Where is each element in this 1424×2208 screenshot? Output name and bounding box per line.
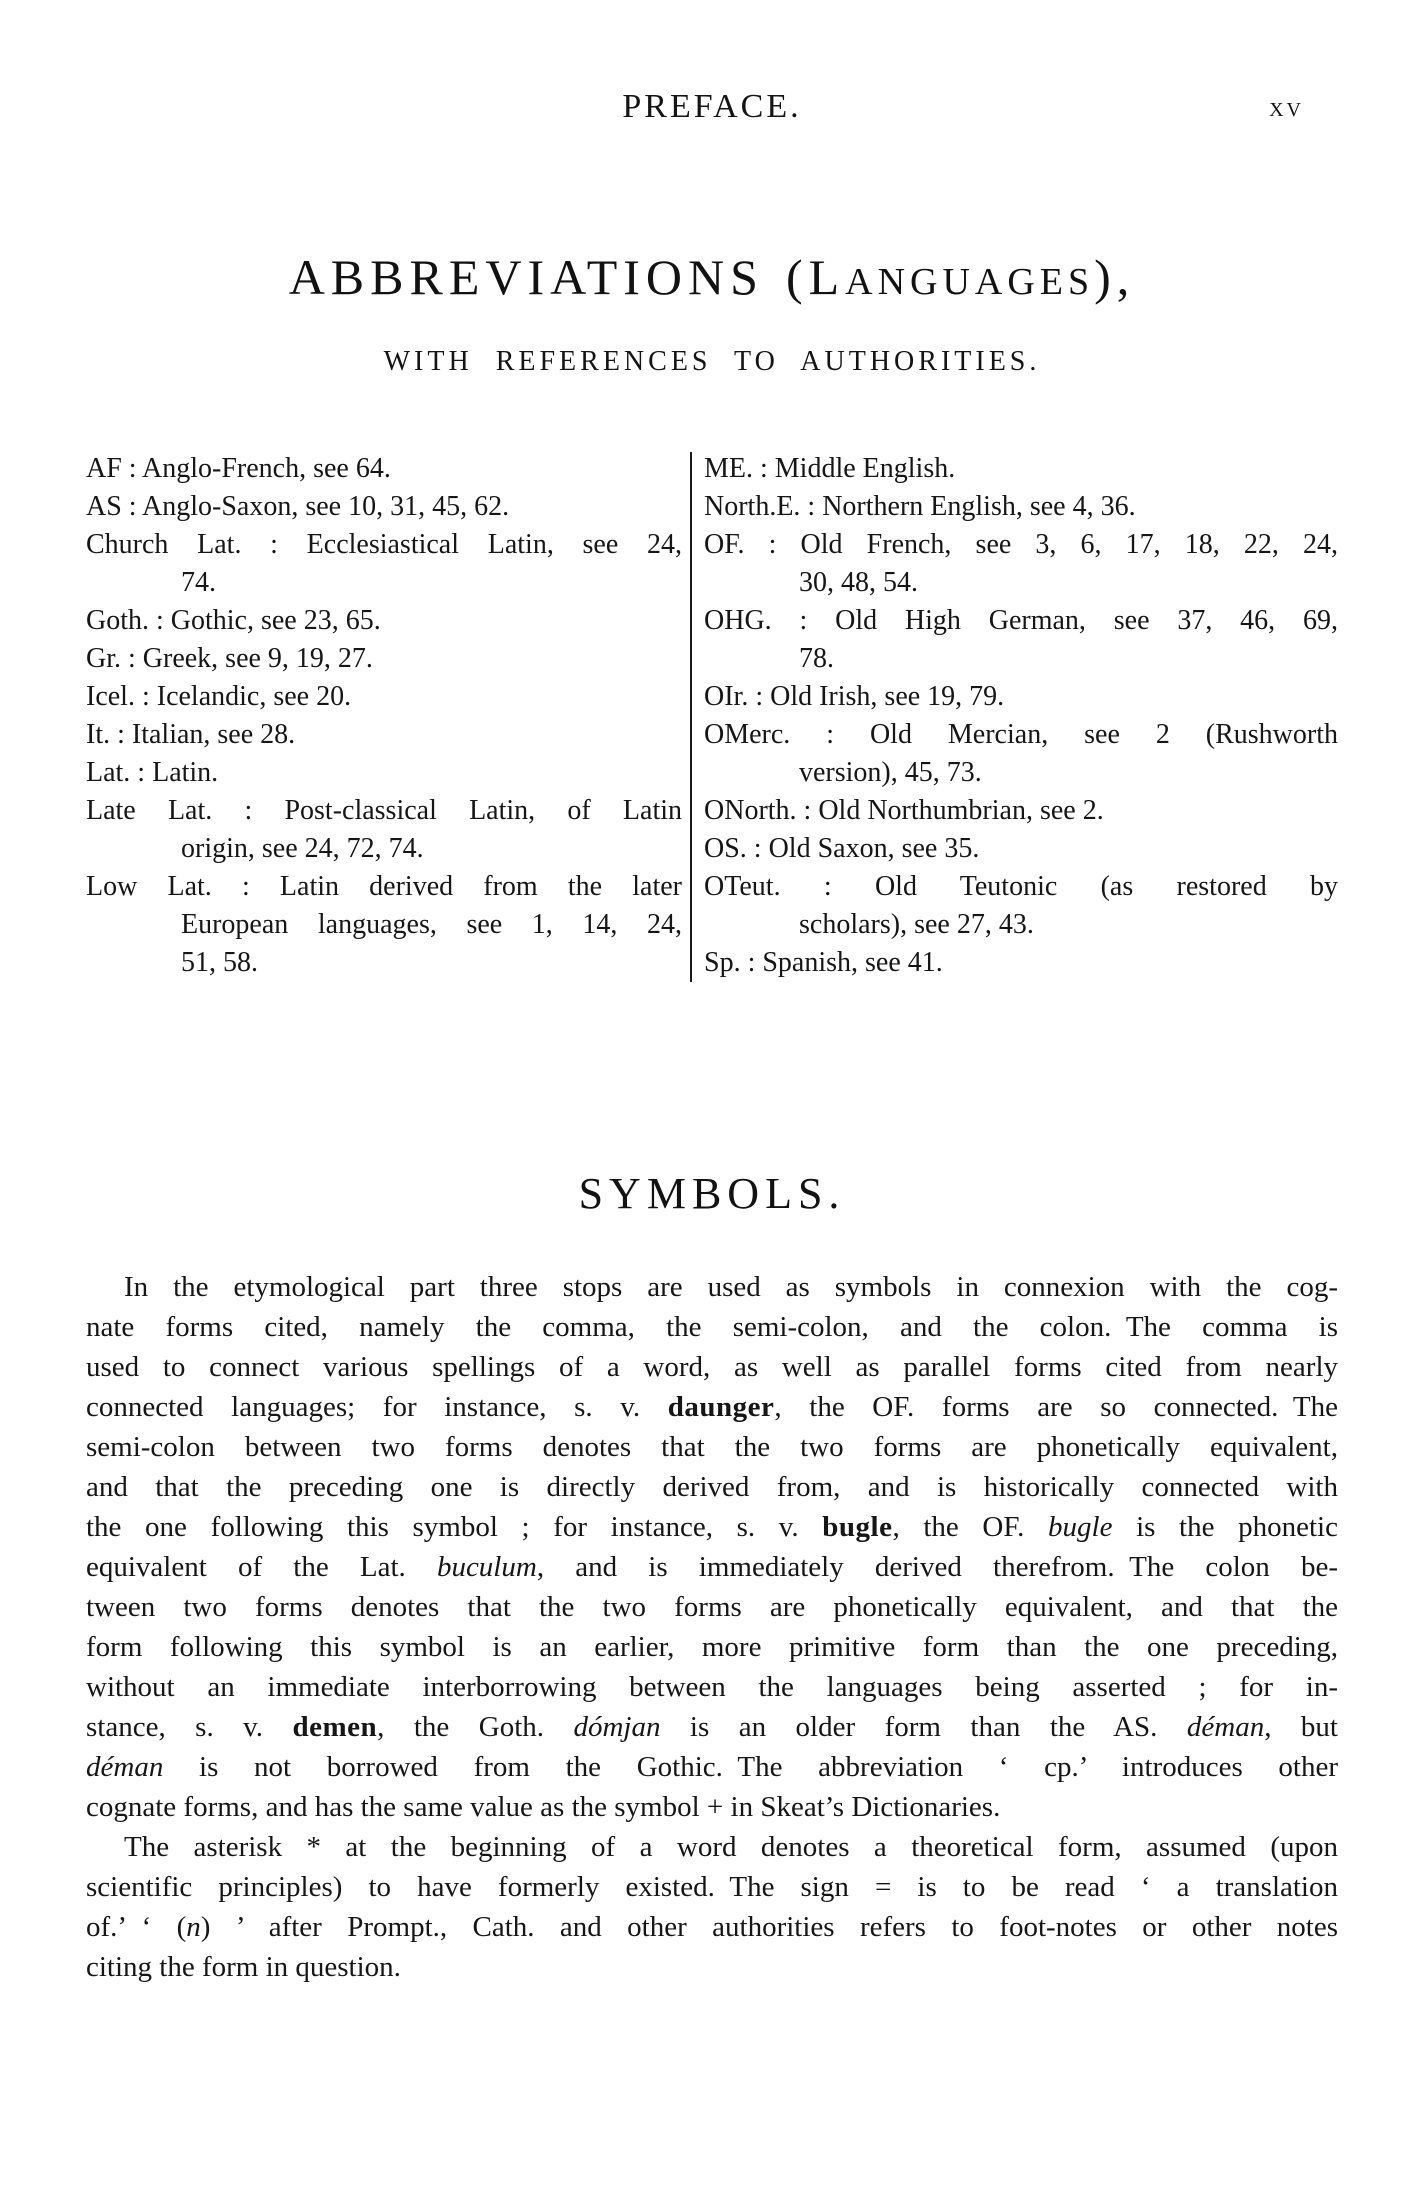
abbreviation-entry: [704, 488, 1338, 526]
symbols-text-line: [86, 1267, 1338, 1307]
abbreviation-entry: [86, 640, 682, 678]
text-segment: tween two forms denotes that the two forms are phonetically equivalent, and that the: [86, 1591, 1338, 1623]
symbols-text-line: [86, 1307, 1338, 1347]
text-segment: cognate forms, and has the same value as the symbol + in Skeat’s Dictionaries.: [86, 1791, 1001, 1823]
text-segment: The asterisk * at the beginning of a word denotes a theoretical form, assumed (upon: [124, 1831, 1338, 1863]
abbreviation-line: Low Lat. : Latin derived from the later: [86, 871, 682, 902]
abbreviation-entry: [86, 450, 682, 488]
abbreviations-list: [86, 450, 1338, 982]
heading-languages-smallcaps: ANGUAGES: [845, 261, 1095, 303]
text-segment: , the Goth.: [377, 1711, 574, 1743]
text-segment: stance, s. v.: [86, 1711, 293, 1743]
abbreviation-entry: [704, 602, 1338, 678]
abbreviation-line: Gr. : Greek, see 9, 19, 27.: [86, 643, 373, 674]
abbreviation-line: OTeut. : Old Teutonic (as restored by: [704, 871, 1338, 902]
italic-term: déman: [86, 1751, 164, 1783]
abbreviation-line: Icel. : Icelandic, see 20.: [86, 681, 352, 712]
text-segment: is the phonetic: [1112, 1511, 1338, 1543]
abbreviation-line: Late Lat. : Post-classical Latin, of Latin: [86, 795, 682, 826]
abbreviation-line: Lat. : Latin.: [86, 757, 219, 788]
abbreviation-entry: [86, 488, 682, 526]
abbreviation-line: North.E. : Northern English, see 4, 36.: [704, 491, 1136, 522]
abbreviation-entry: [86, 716, 682, 754]
abbreviation-entry: [86, 602, 682, 640]
abbreviation-entry: [86, 754, 682, 792]
abbreviation-line: scholars), see 27, 43.: [799, 909, 1034, 940]
symbols-text-line: [86, 1907, 1338, 1947]
symbols-text-line: [86, 1747, 1338, 1787]
abbreviations-left-column: [86, 450, 682, 982]
abbreviation-line: OF. : Old French, see 3, 6, 17, 18, 22, 24,: [704, 529, 1338, 560]
italic-term: n: [186, 1911, 201, 1943]
bold-term: demen: [292, 1711, 378, 1743]
symbols-text-line: [86, 1347, 1338, 1387]
text-segment: form following this symbol is an earlier, more primitive form than the one preceding,: [86, 1631, 1338, 1663]
abbreviation-line: Church Lat. : Ecclesiastical Latin, see 24,: [86, 529, 682, 560]
text-segment: ) ’ after Prompt., Cath. and other authorities refers to foot-notes or other notes: [200, 1911, 1339, 1943]
symbols-text-line: [86, 1827, 1338, 1867]
symbols-text-line: [86, 1867, 1338, 1907]
text-segment: used to connect various spellings of a word, as well as parallel forms cited from nearly: [86, 1351, 1338, 1383]
abbreviation-line: 30, 48, 54.: [799, 567, 918, 598]
symbols-text-block: [86, 1267, 1338, 1987]
abbreviation-line: origin, see 24, 72, 74.: [181, 833, 424, 864]
abbreviation-entry: [86, 792, 682, 868]
running-head: [86, 88, 1338, 124]
text-segment: connected languages; for instance, s. v.: [86, 1391, 668, 1423]
symbols-text-line: [86, 1467, 1338, 1507]
text-segment: the one following this symbol ; for instance, s. v.: [86, 1511, 823, 1543]
abbreviation-entry: [704, 792, 1338, 830]
text-segment: , but: [1264, 1711, 1338, 1743]
heading-main-word: ABBREVIATIONS: [288, 249, 764, 305]
abbreviation-line: AF : Anglo-French, see 64.: [86, 453, 391, 484]
abbreviation-line: 51, 58.: [181, 947, 258, 978]
abbreviation-entry: [704, 830, 1338, 868]
italic-term: bugle: [1048, 1511, 1113, 1543]
abbreviation-entry: [704, 526, 1338, 602]
symbols-text-line: [86, 1667, 1338, 1707]
text-segment: nate forms cited, namely the comma, the semi-colon, and the colon. The comma is: [86, 1311, 1338, 1343]
text-segment: without an immediate interborrowing between the languages being asserted ; for in-: [86, 1671, 1338, 1703]
symbols-text-line: [86, 1707, 1338, 1747]
symbols-text-line: [86, 1947, 1338, 1987]
text-segment: and that the preceding one is directly derived from, and is historically connected with: [86, 1471, 1338, 1503]
abbreviation-line: 78.: [799, 643, 834, 674]
abbreviation-entry: [86, 526, 682, 602]
symbols-text-line: [86, 1627, 1338, 1667]
text-segment: In the etymological part three stops are used as symbols in connexion with the cog-: [124, 1271, 1338, 1303]
heading-languages-open: (L: [785, 249, 846, 305]
section-heading-symbols: SYMBOLS.: [578, 1169, 846, 1218]
abbreviation-line: ME. : Middle English.: [704, 453, 956, 484]
symbols-text-line: [86, 1787, 1338, 1827]
abbreviation-entry: [86, 678, 682, 716]
abbreviation-entry: [704, 868, 1338, 944]
abbreviation-line: AS : Anglo-Saxon, see 10, 31, 45, 62.: [86, 491, 510, 522]
bold-term: daunger: [667, 1391, 775, 1423]
abbreviation-line: Goth. : Gothic, see 23, 65.: [86, 605, 381, 636]
abbreviation-line: ONorth. : Old Northumbrian, see 2.: [704, 795, 1104, 826]
bold-term: bugle: [822, 1511, 893, 1543]
page-title: PREFACE.: [622, 88, 802, 125]
text-segment: of.’ ‘ (: [86, 1911, 187, 1943]
abbreviation-line: Sp. : Spanish, see 41.: [704, 947, 943, 978]
abbreviation-line: OIr. : Old Irish, see 19, 79.: [704, 681, 1005, 712]
text-segment: citing the form in question.: [86, 1951, 401, 1983]
abbreviation-entry: [704, 450, 1338, 488]
text-segment: , and is immediately derived therefrom. The colon be-: [536, 1551, 1338, 1583]
text-segment: , the OF. forms are so connected. The: [774, 1391, 1338, 1423]
text-segment: is an older form than the AS.: [660, 1711, 1187, 1743]
abbreviation-line: version), 45, 73.: [799, 757, 982, 788]
italic-term: dómjan: [573, 1711, 661, 1743]
text-segment: scientific principles) to have formerly existed. The sign = is to be read ‘ a translation: [86, 1871, 1338, 1903]
symbols-paragraph: [86, 1267, 1338, 1827]
text-segment: semi-colon between two forms denotes that the two forms are phonetically equivalent,: [86, 1431, 1338, 1463]
symbols-text-line: [86, 1427, 1338, 1467]
abbreviations-right-column: [692, 450, 1338, 982]
symbols-text-line: [86, 1507, 1338, 1547]
text-segment: is not borrowed from the Gothic. The abbreviation ‘ cp.’ introduces other: [163, 1751, 1338, 1783]
abbreviation-entry: [86, 868, 682, 982]
italic-term: déman: [1186, 1711, 1265, 1743]
abbreviation-line: It. : Italian, see 28.: [86, 719, 296, 750]
abbreviation-line: OHG. : Old High German, see 37, 46, 69,: [704, 605, 1338, 636]
abbreviation-line: European languages, see 1, 14, 24,: [181, 909, 682, 940]
abbreviation-line: 74.: [181, 567, 216, 598]
text-segment: , the OF.: [892, 1511, 1049, 1543]
abbreviation-entry: [704, 944, 1338, 982]
symbols-text-line: [86, 1587, 1338, 1627]
heading-languages-close: ),: [1094, 249, 1136, 305]
section-subtitle: WITH REFERENCES TO AUTHORITIES.: [383, 346, 1041, 377]
symbols-text-line: [86, 1387, 1338, 1427]
section-heading-abbreviations: [86, 248, 1338, 306]
abbreviation-line: OS. : Old Saxon, see 35.: [704, 833, 980, 864]
abbreviation-entry: [704, 678, 1338, 716]
symbols-paragraph: [86, 1827, 1338, 1987]
symbols-text-line: [86, 1547, 1338, 1587]
abbreviation-entry: [704, 716, 1338, 792]
page-number: xv: [1269, 92, 1304, 123]
abbreviation-line: OMerc. : Old Mercian, see 2 (Rushworth: [704, 719, 1338, 750]
text-segment: equivalent of the Lat.: [86, 1551, 437, 1583]
italic-term: buculum: [436, 1551, 537, 1583]
